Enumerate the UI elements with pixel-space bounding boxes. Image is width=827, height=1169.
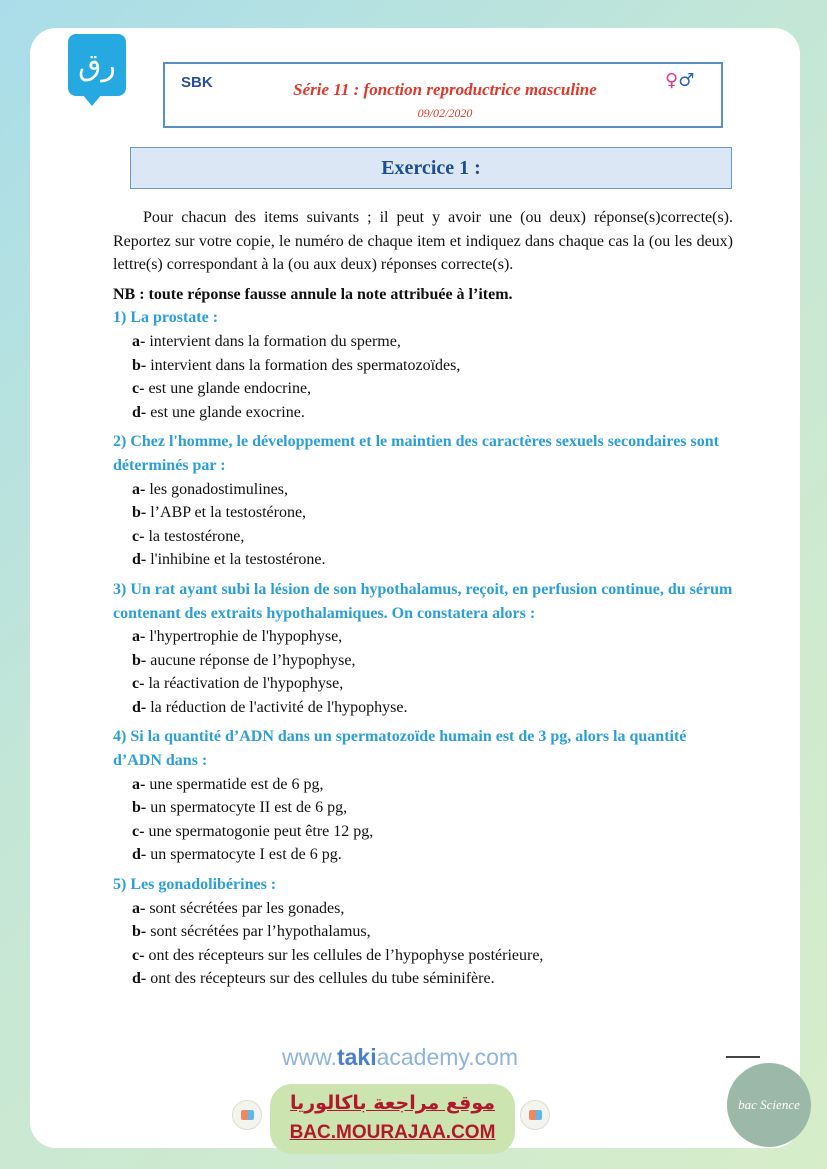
answer-option: [113, 401, 733, 425]
option-letter: c-: [132, 822, 145, 840]
option-letter: a-: [132, 775, 146, 793]
option-letter: a-: [132, 332, 146, 350]
option-letter: d-: [132, 551, 147, 569]
option-text: ont des récepteurs sur des cellules du tube séminifère.: [146, 970, 495, 988]
answer-option: [113, 501, 733, 525]
answer-option: [113, 820, 733, 844]
ad-arabic-text[interactable]: موقع مراجعة باكالوريا: [289, 1092, 496, 1114]
option-text: ont des récepteurs sur les cellules de l’hypophyse postérieure,: [144, 946, 544, 964]
option-text: est une glande endocrine,: [144, 380, 312, 398]
answer-option: [113, 548, 733, 572]
answer-option: [113, 354, 733, 378]
option-text: un spermatocyte I est de 6 pg.: [146, 846, 342, 864]
option-text: la réduction de l'activité de l'hypophyse.: [146, 698, 408, 716]
option-text: l'hypertrophie de l'hypophyse,: [145, 628, 343, 646]
question-title: 1) La prostate :: [113, 309, 219, 327]
answer-option: [113, 377, 733, 401]
footer-url[interactable]: www.takiacademy.com: [282, 1044, 519, 1070]
ad-right-logo-icon: [520, 1100, 550, 1130]
exercise-banner: [130, 147, 732, 189]
exercise-content: [113, 206, 733, 991]
option-text: sont sécrétées par les gonades,: [145, 899, 345, 917]
option-text: intervient dans la formation du sperme,: [145, 332, 401, 350]
option-letter: a-: [132, 899, 146, 917]
question-title: 4) Si la quantité d’ADN dans un spermatozoïde humain est de 3 pg, alors la quantité d’ADN dans :: [113, 728, 687, 770]
option-letter: a-: [132, 628, 146, 646]
option-letter: d-: [132, 698, 147, 716]
option-text: intervient dans la formation des spermatozoïdes,: [146, 356, 461, 374]
answer-option: [113, 672, 733, 696]
answer-option: [113, 625, 733, 649]
answer-option: [113, 696, 733, 720]
option-text: l'inhibine et la testostérone.: [146, 551, 326, 569]
ad-domain-link[interactable]: BAC.MOURAJAA.COM: [289, 1122, 496, 1143]
bac-science-badge: bac Science: [727, 1063, 811, 1147]
option-letter: b-: [132, 504, 147, 522]
option-letter: b-: [132, 651, 147, 669]
question-title: 3) Un rat ayant subi la lésion de son hypothalamus, reçoit, en perfusion continue, du sérum contenant des extraits hypothalamiques. On constatera alors :: [113, 580, 733, 622]
answer-option: [113, 920, 733, 944]
option-text: un spermatocyte II est de 6 pg,: [146, 799, 348, 817]
option-text: une spermatide est de 6 pg,: [145, 775, 324, 793]
option-letter: d-: [132, 970, 147, 988]
sbk-logo: SBK: [181, 74, 213, 91]
option-text: l’ABP et la testostérone,: [146, 504, 307, 522]
option-text: est une glande exocrine.: [146, 403, 305, 421]
series-title: Série 11 : fonction reproductrice masculine: [293, 80, 597, 99]
option-text: sont sécrétées par l’hypothalamus,: [146, 923, 371, 941]
option-text: la testostérone,: [144, 527, 245, 545]
gender-symbols-icon: ♀♂: [665, 70, 695, 91]
answer-option: [113, 796, 733, 820]
question-title: 2) Chez l'homme, le développement et le maintien des caractères sexuels secondaires sont déterminés par :: [113, 433, 719, 474]
option-letter: b-: [132, 356, 147, 374]
brand-logo-icon: رق: [68, 34, 126, 96]
nb-note: NB : toute réponse fausse annule la note attribuée à l’item.: [113, 285, 513, 303]
option-letter: d-: [132, 846, 147, 864]
series-date: 09/02/2020: [417, 106, 473, 120]
page-divider: [726, 1056, 760, 1058]
option-letter: b-: [132, 799, 147, 817]
question-list: [113, 306, 733, 991]
option-letter: c-: [132, 527, 145, 545]
answer-option: [113, 897, 733, 921]
answer-option: [113, 330, 733, 354]
answer-option: [113, 478, 733, 502]
ad-left-logo-icon: [232, 1100, 262, 1130]
option-letter: c-: [132, 946, 145, 964]
ad-banner[interactable]: [270, 1084, 515, 1154]
option-text: les gonadostimulines,: [145, 480, 288, 498]
question-title: 5) Les gonadolibérines :: [113, 876, 277, 894]
option-letter: b-: [132, 923, 147, 941]
intro-paragraph: Pour chacun des items suivants ; il peut y avoir une (ou deux) réponse(s)correcte(s). Reportez sur votre copie, le numéro de chaque item et indiquez dans chaque cas la (ou les deux) lettre(s) correspondant à la (ou aux deux) réponses correcte(s).: [113, 209, 733, 274]
answer-option: [113, 649, 733, 673]
option-text: la réactivation de l'hypophyse,: [144, 675, 344, 693]
answer-option: [113, 525, 733, 549]
answer-option: [113, 967, 733, 991]
option-letter: c-: [132, 380, 145, 398]
answer-option: [113, 843, 733, 867]
answer-option: [113, 773, 733, 797]
option-letter: c-: [132, 675, 145, 693]
option-text: une spermatogonie peut être 12 pg,: [144, 822, 374, 840]
series-header: [163, 62, 723, 128]
option-letter: a-: [132, 480, 146, 498]
option-text: aucune réponse de l’hypophyse,: [146, 651, 356, 669]
exercise-title: Exercice 1 :: [381, 156, 481, 179]
option-letter: d-: [132, 403, 147, 421]
answer-option: [113, 944, 733, 968]
